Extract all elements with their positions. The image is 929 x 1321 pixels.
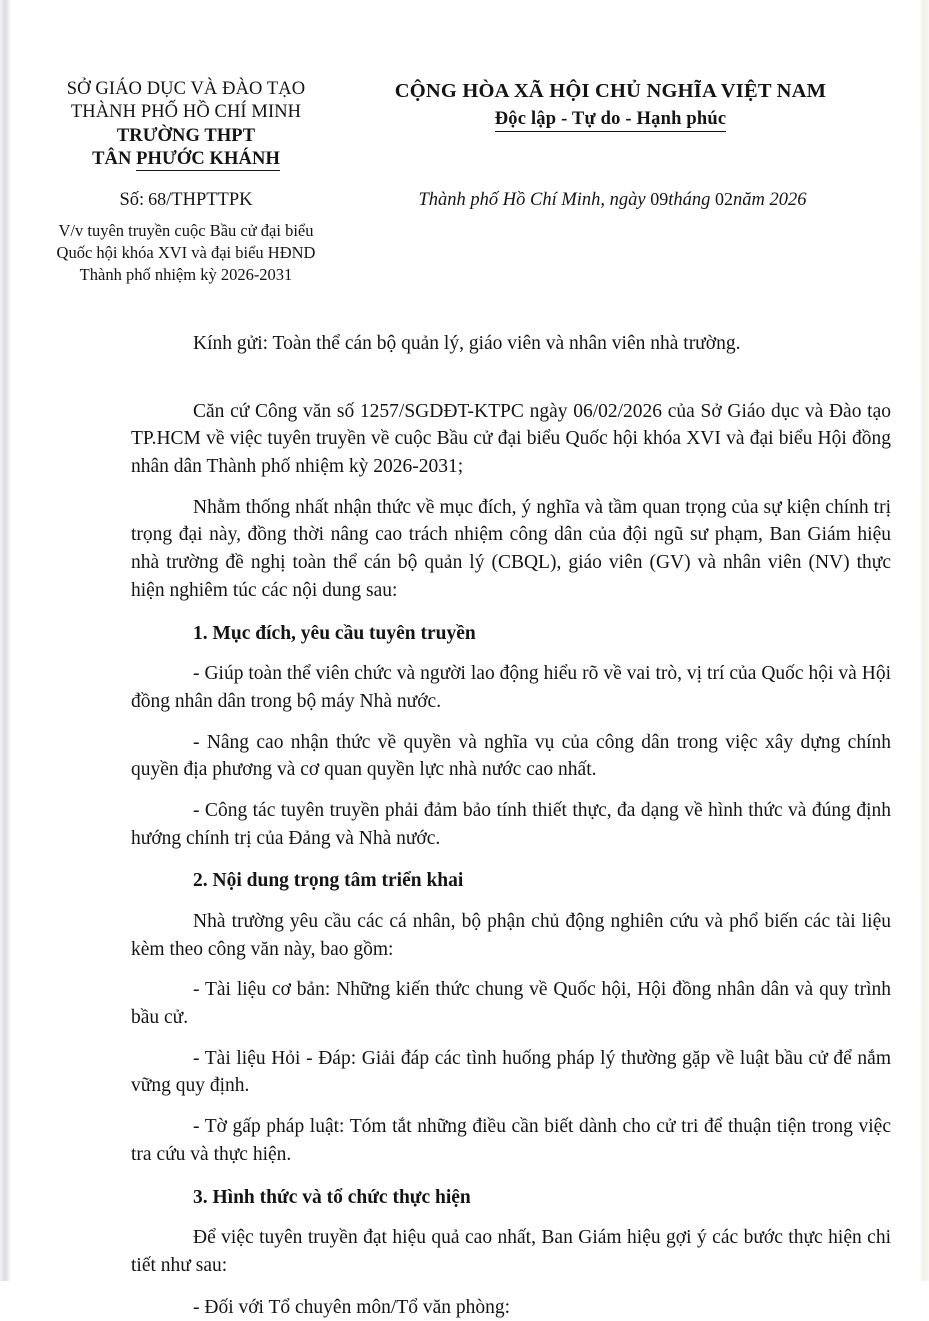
issue-day: 09 — [650, 189, 669, 210]
department-name-line2: THÀNH PHỐ HỒ CHÍ MINH — [70, 102, 302, 123]
section-3-intro: Để việc tuyên truyền đạt hiệu quả cao nhất, Ban Giám hiệu gợi ý các bước thực hiện chi tiết như sau: — [131, 1227, 891, 1276]
year-label: năm — [733, 190, 765, 211]
document-number-label: Số: — [119, 190, 145, 211]
school-name-underlined: PHƯỚC KHÁNH — [136, 148, 280, 169]
number-and-date-row — [11, 189, 919, 211]
issuing-organization-block — [36, 78, 336, 171]
issue-month: 02 — [715, 189, 734, 210]
section-1-item-1: - Giúp toàn thể viên chức và người lao động hiểu rõ về vai trò, vị trí của Quốc hội và Hội đồng nhân dân trong bộ máy Nhà nước. — [131, 663, 891, 712]
document-number-block — [36, 189, 336, 211]
recipient-line: Kính gửi: Toàn thể cán bộ quản lý, giáo viên và nhân viên nhà trường. — [193, 333, 741, 354]
document-number-value: 68 — [148, 189, 167, 210]
issue-place: Thành phố Hồ Chí Minh, ngày — [418, 190, 646, 211]
paragraph-purpose: Nhằm thống nhất nhận thức về mục đích, ý nghĩa và tầm quan trọng của sự kiện chính trị trọng đại này, đồng thời nâng cao trách nhiệm công dân của đội ngũ sư phạm, Ban Giám hiệu nhà trường đề nghị toàn thể cán bộ quản lý (CBQL), giáo viên (GV) và nhân viên (NV) thực hiện nghiêm túc các nội dung sau: — [131, 496, 891, 601]
school-type-line: TRƯỜNG THPT — [116, 125, 256, 146]
country-name: CỘNG HÒA XÃ HỘI CHỦ NGHĨA VIỆT NAM — [394, 80, 827, 102]
page-left-edge-shadow — [0, 0, 11, 1281]
section-2-item-1: - Tài liệu cơ bản: Những kiến thức chung về Quốc hội, Hội đồng nhân dân và quy trình bầu cử. — [131, 979, 891, 1029]
document-number-suffix: /THPTTPK — [166, 190, 253, 211]
section-1-item-2: - Nâng cao nhận thức về quyền và nghĩa vụ của công dân trong việc xây dựng chính quyền địa phương và cơ quan quyền lực nhà nước cao nhất. — [131, 731, 891, 781]
paragraph-legal-basis: Căn cứ Công văn số 1257/SGDĐT-KTPC ngày 06/02/2026 của Sở Giáo dục và Đào tạo TP.HCM về việc tuyên truyền về cuộc Bầu cử đại biểu Quốc hội khóa XVI và đại biểu Hội đồng nhân dân Thành phố nhiệm kỳ 2026-2031; — [131, 400, 891, 478]
page-right-edge-shadow — [919, 0, 929, 1281]
section-2-item-3: - Tờ gấp pháp luật: Tóm tắt những điều cần biết dành cho cử tri để thuận tiện trong việc tra cứu và thực hiện. — [131, 1116, 891, 1165]
section-2-intro: Nhà trường yêu cầu các cá nhân, bộ phận chủ động nghiên cứu và phổ biến các tài liệu kèm theo công văn này, bao gồm: — [131, 911, 891, 960]
section-2-item-2: - Tài liệu Hỏi - Đáp: Giải đáp các tình huống pháp lý thường gặp về luật bầu cử để nắm vững quy định. — [131, 1047, 891, 1097]
department-name-line1: SỞ GIÁO DỤC VÀ ĐÀO TẠO — [66, 79, 306, 99]
section-1-item-3: - Công tác tuyên truyền phải đảm bảo tính thiết thực, đa dạng về hình thức và đúng định hướng chính trị của Đảng và Nhà nước. — [131, 799, 891, 849]
national-motto-wrapper — [336, 108, 885, 132]
document-subject: V/v tuyên truyền cuộc Bầu cử đại biểu Quốc hội khóa XVI và đại biểu HĐND Thành phố nhiệm kỳ 2026-2031 — [56, 221, 316, 285]
section-3-item-1: - Đối với Tổ chuyên môn/Tổ văn phòng: — [193, 1296, 511, 1318]
issue-year: 2026 — [769, 190, 807, 211]
document-page — [11, 0, 919, 1318]
school-name-line — [36, 148, 336, 171]
document-header — [11, 0, 919, 171]
place-and-date-line — [336, 189, 919, 211]
section-2-heading: 2. Nội dung trọng tâm triển khai — [193, 870, 464, 892]
national-motto: Độc lập - Tự do - Hạnh phúc — [495, 109, 727, 132]
section-3-heading: 3. Hình thức và tổ chức thực hiện — [193, 1186, 471, 1208]
national-heading-block — [336, 78, 919, 132]
document-body — [131, 330, 891, 1321]
school-name-prefix: TÂN — [92, 148, 137, 169]
section-1-heading: 1. Mục đích, yêu cầu tuyên truyền — [193, 622, 476, 644]
month-label: tháng — [668, 190, 711, 211]
